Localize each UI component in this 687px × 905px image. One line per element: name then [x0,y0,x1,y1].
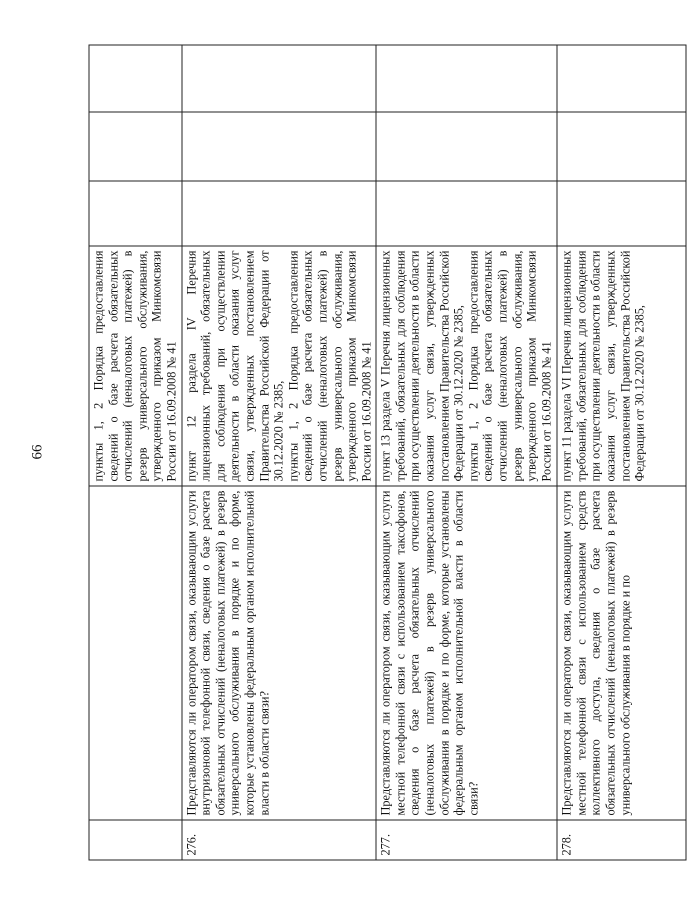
answer-yes-cell [182,181,377,246]
number-cell [376,820,557,860]
requirements-table [89,44,687,860]
question-text: Представляются ли оператором связи, оказывающим услуги местной телефонной связи с использованием средств коллективного доступа, сведения о базе расчета обязательных отчислений (неналоговых платежей) в резерв универсального обслуживания в порядке и по [559,490,633,815]
question-text: Представляются ли оператором связи, оказывающим услуги внутризоновой телефонной связи, сведения о базе расчета обязательных отчислений (неналоговых платежей) в резерв универсального обслуживания в порядке и по форме, которые установлены федеральным органом исполнительной власти в области связи? [184,490,272,815]
reference-cell [89,246,182,486]
table-row-continued [89,45,182,860]
number-cell [182,820,377,860]
reference-text: пункт 11 раздела VI Перечня лицензионных требований, обязательных для соблюдения при осуществлении деятельности в области оказания услуг связи, утвержденных постановлением Правительства Российской Федерации от 30.12.2020 № 2385, [559,250,647,481]
answer-yes-cell [89,181,182,246]
row-number: 277. [378,833,393,855]
table-row [376,45,557,860]
answer-no-cell [557,112,686,181]
question-text: Представляются ли оператором связи, оказывающим услуги местной телефонной связи с использованием таксофонов, сведения о базе расчета обязательных отчислений (неналоговых платежей) в резерв универсального обслуживания в порядке и по форме, которые установлены федеральным органом исполнительной власти в области связи? [378,490,481,815]
number-cell [89,820,182,860]
answer-no-cell [89,112,182,181]
question-cell [182,486,377,820]
reference-text: пункты 1, 2 Порядка предоставления сведений о базе расчета обязательных отчислений (неналоговых платежей) в резерв универсального обслуживания, утвержденного приказом Минкомсвязи России от 16.09.2008 № 41 [91,250,179,481]
answer-no-cell [376,112,557,181]
table-row [557,45,686,860]
answer-na-cell [376,45,557,112]
row-number: 276. [184,833,199,855]
answer-yes-cell [376,181,557,246]
answer-yes-cell [557,181,686,246]
reference-cell [557,246,686,486]
question-cell [557,486,686,820]
answer-no-cell [182,112,377,181]
table-row [182,45,377,860]
reference-cell [376,246,557,486]
reference-cell [182,246,377,486]
document-sheet [89,45,647,860]
answer-na-cell [89,45,182,112]
reference-text: пункт 13 раздела V Перечня лицензионных требований, обязательных для соблюдения при осуществлении деятельности в области оказания услуг связи, утвержденных постановлением Правительства Российской Федерации от 30.12.2020 № 2385, пункты 1, 2 Порядка предоставления сведений о базе расчета обязательных отчислений (неналоговых платежей) в резерв универсального обслуживания, утвержденного приказом Минкомсвязи России от 16.09.2008 № 41 [378,250,554,481]
number-cell [557,820,686,860]
question-cell [376,486,557,820]
answer-na-cell [557,45,686,112]
row-number: 278. [559,833,574,855]
reference-text: пункт 12 раздела IV Перечня лицензионных требований, обязательных для соблюдения при осуществлении деятельности в области оказания услуг связи, утвержденных постановлением Правительства Российской Федерации от 30.12.2020 № 2385, пункты 1, 2 Порядка предоставления сведений о базе расчета обязательных отчислений (неналоговых платежей) в резерв универсального обслуживания, утвержденного приказом Минкомсвязи России от 16.09.2008 № 41 [184,250,374,481]
answer-na-cell [182,45,377,112]
page-number: 66 [29,444,46,460]
question-cell [89,486,182,820]
